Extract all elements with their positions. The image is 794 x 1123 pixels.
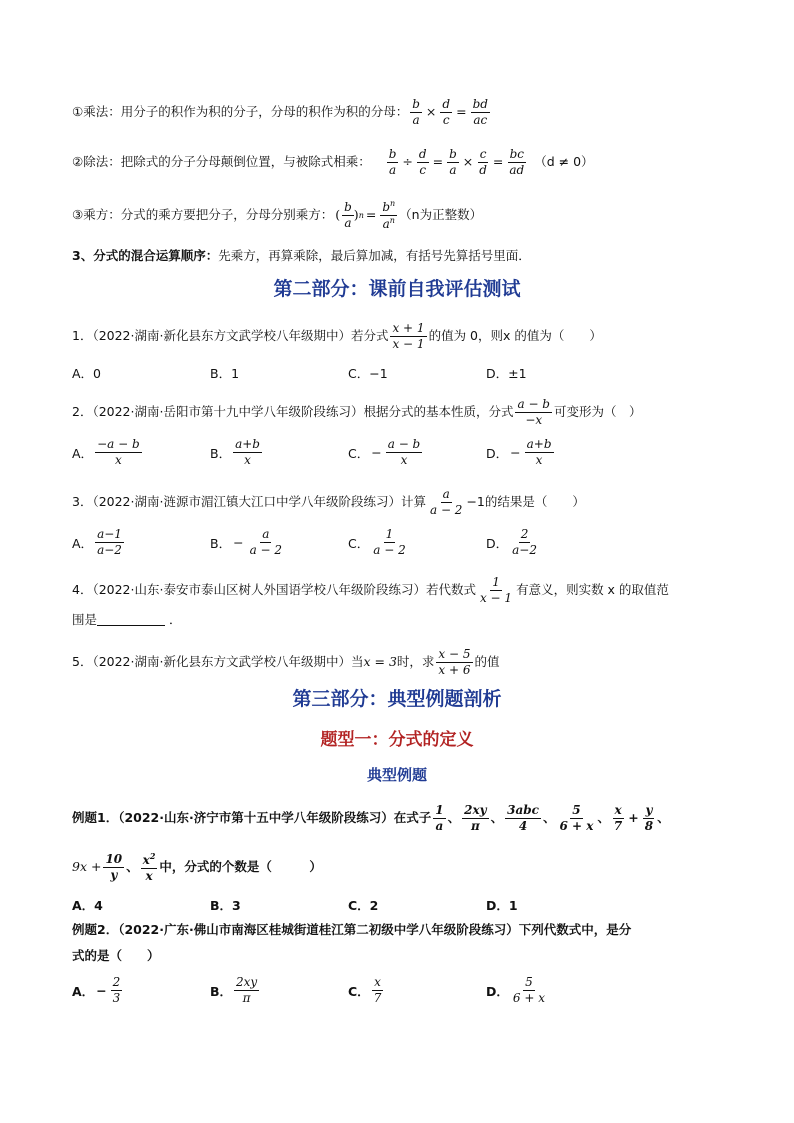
example-1-line2: 9x + $\frac{10}{y}$ 、 $\frac{x^2}{x}$ 中，分式的个数是（ ） bbox=[72, 851, 322, 884]
ex2-option-d bbox=[486, 976, 549, 1005]
fraction: $\frac{5}{6 + x}$ bbox=[559, 803, 594, 834]
fraction: $\frac{bd}{ac}$ bbox=[472, 97, 488, 128]
section3-title: 第三部分：典型例题剖析 bbox=[292, 688, 502, 710]
fraction: $\frac{1}{x - 1}$ bbox=[479, 575, 513, 606]
option-label: B． bbox=[210, 535, 232, 551]
q2-option-c: C． − $\frac{a - b}{x}$ bbox=[348, 437, 421, 468]
q2-suffix: 可变形为（ ） bbox=[554, 404, 642, 420]
rule-order bbox=[72, 250, 531, 263]
option-label: D． bbox=[486, 445, 509, 461]
q5-condition: x = 3 bbox=[363, 654, 397, 670]
option-label: A． bbox=[72, 535, 94, 551]
q3-option-c bbox=[348, 528, 410, 557]
option-label: B． bbox=[210, 445, 232, 461]
question-4-line2 bbox=[72, 614, 182, 627]
fraction: $\frac{d}{c}$ bbox=[418, 147, 427, 178]
q3-option-b: B． − $\frac{a}{a - 2}$ bbox=[210, 527, 283, 558]
q4-line2-text: 围是 bbox=[72, 612, 98, 627]
option-label: B． bbox=[210, 983, 233, 999]
rule-divide-text: ②除法：把除式的分子分母颠倒位置，与被除式相乘： bbox=[72, 154, 371, 170]
fraction: $\frac{10}{y}$ bbox=[105, 852, 123, 883]
examples-subtitle: 典型例题 bbox=[366, 766, 427, 784]
q2-option-b bbox=[210, 438, 264, 467]
q1-prefix: 1．（2022·湖南·新化县东方文武学校八年级期中）若分式 bbox=[72, 328, 389, 344]
q3-suffix: −1的结果是（ ） bbox=[466, 494, 585, 510]
fraction: $\frac{5}{6 + x}$ bbox=[512, 975, 545, 1006]
fraction: $\frac{-a - b}{x}$ bbox=[97, 437, 140, 468]
q1-option-c: C．−1 bbox=[348, 366, 388, 381]
q5-prefix: 5．（2022·湖南·新化县东方文武学校八年级期中）当 bbox=[72, 654, 364, 670]
q5-mid: 时，求 bbox=[396, 654, 435, 670]
fraction: $\frac{2}{a-2}$ bbox=[512, 527, 537, 558]
fraction: $\frac{x}{7}$ bbox=[613, 803, 623, 834]
rule-divide: ②除法：把除式的分子分母颠倒位置，与被除式相乘： $\frac{b}{a}$ ÷ $\frac{d}{c}$ = $\frac{b}{a}$ × $\frac{c}{d}$ = $\frac{bc}{ad}$ （d ≠ 0） bbox=[72, 147, 594, 178]
fraction: $\frac{y}{8}$ bbox=[644, 803, 654, 834]
fraction: $\frac{2}{3}$ bbox=[112, 975, 121, 1006]
fraction: $\frac{bc}{ad}$ bbox=[509, 147, 525, 178]
q5-suffix: 的值 bbox=[474, 654, 500, 670]
option-label: A． bbox=[72, 445, 94, 461]
ex2-option-b bbox=[210, 976, 261, 1005]
rule-order-label: 3、分式的混合运算顺序： bbox=[72, 248, 219, 263]
fraction: $\frac{b}{a}$ bbox=[344, 200, 352, 231]
fraction: $\frac{\text{3abc}}{4}$ bbox=[507, 803, 539, 834]
q2-prefix: 2．（2022·湖南·岳阳市第十九中学八年级阶段练习）根据分式的基本性质，分式 bbox=[72, 404, 514, 420]
fraction: $\frac{x + 1}{x - 1}$ bbox=[392, 321, 425, 352]
question-5 bbox=[72, 648, 500, 677]
q3-option-d bbox=[486, 528, 541, 557]
fraction: $\frac{a+b}{x}$ bbox=[235, 437, 260, 468]
fraction: $\frac{a}{a - 2}$ bbox=[249, 527, 283, 558]
rule-divide-condition: （d ≠ 0） bbox=[534, 154, 594, 170]
fraction: $\frac{a+b}{x}$ bbox=[526, 437, 552, 468]
q2-option-d: D． − $\frac{a+b}{x}$ bbox=[486, 437, 552, 468]
ex1-option-d: D．1 bbox=[486, 898, 518, 913]
fraction: $\frac{a - b}{-x}$ bbox=[517, 397, 550, 428]
ex1-option-a: A．4 bbox=[72, 898, 103, 913]
fraction: $\frac{a}{a - 2}$ bbox=[429, 487, 463, 518]
option-label: C． bbox=[348, 983, 370, 999]
q1-option-b: B．1 bbox=[210, 366, 240, 381]
question-4 bbox=[72, 576, 669, 605]
fraction: $\frac{b}{a}$ bbox=[449, 147, 457, 178]
fraction: $\frac{1}{a - 2}$ bbox=[373, 527, 406, 558]
question-2 bbox=[72, 398, 642, 427]
rule-power-text: ③乘方：分式的乘方要把分子，分母分别乘方： bbox=[72, 207, 334, 223]
question-1 bbox=[72, 322, 602, 351]
question-3 bbox=[72, 488, 585, 517]
q2-option-a bbox=[72, 438, 144, 467]
rule-multiply-text: ①乘法：用分子的积作为积的分子，分母的积作为积的分母： bbox=[72, 104, 409, 120]
answer-blank[interactable] bbox=[97, 615, 165, 626]
fraction: $\frac{b}{a}$ bbox=[388, 147, 397, 178]
q1-option-a: A．0 bbox=[72, 366, 102, 381]
q1-option-d: D．±1 bbox=[486, 366, 527, 381]
q4-prefix: 4．（2022·山东·泰安市泰山区树人外国语学校八年级阶段练习）若代数式 bbox=[72, 582, 476, 598]
fraction: $\frac{c}{d}$ bbox=[479, 147, 487, 178]
option-label: C． bbox=[348, 535, 370, 551]
fraction: $\frac{2xy}{\pi}$ bbox=[236, 975, 258, 1006]
fraction: $\frac{d}{c}$ bbox=[442, 97, 451, 128]
rule-multiply: ①乘法：用分子的积作为积的分子，分母的积作为积的分母： $\frac{b}{a}$ × $\frac{d}{c}$ = $\frac{bd}{ac}$ bbox=[72, 97, 488, 128]
example-1: 例题1．（2022·山东·济宁市第十五中学八年级阶段练习）在式子 $\frac{1}{a}$ 、 $\frac{2xy}{\pi}$ 、 $\frac{\text{3abc}}{4}$ 、 $\frac{5}{6 + x}$ 、 $\frac{x}{7}$ + $\frac{y}{8}$ 、 bbox=[72, 803, 670, 834]
example-2: 例题2．（2022·广东·佛山市南海区桂城街道桂江第二初级中学八年级阶段练习）下列代数式中，是分 bbox=[72, 922, 632, 937]
q3-prefix: 3．（2022·湖南·涟源市湄江镇大江口中学八年级阶段练习）计算 bbox=[72, 494, 426, 510]
type1-title: 题型一：分式的定义 bbox=[320, 730, 474, 750]
fraction: $\frac{x - 5}{x + 6}$ bbox=[438, 647, 471, 678]
rule-power-condition: （n为正整数） bbox=[399, 207, 483, 223]
option-label: A． bbox=[72, 983, 95, 999]
ex2-option-a: A． − $\frac{2}{3}$ bbox=[72, 975, 121, 1006]
q4-line2-end: ． bbox=[169, 612, 182, 627]
ex1-line2-end: 中，分式的个数是（ ） bbox=[159, 859, 322, 875]
section2-title: 第二部分：课前自我评估测试 bbox=[273, 278, 521, 300]
fraction: $\frac{a-1}{a-2}$ bbox=[97, 527, 122, 558]
option-label: D． bbox=[486, 983, 509, 999]
ex2-option-c bbox=[348, 976, 385, 1005]
option-label: D． bbox=[486, 535, 509, 551]
rule-order-text: 先乘方，再算乘除，最后算加减，有括号先算括号里面． bbox=[218, 248, 531, 263]
fraction: $\frac{b^n}{a^n}$ bbox=[382, 199, 396, 232]
fraction: $\frac{x^2}{x}$ bbox=[142, 851, 156, 884]
fraction: $\frac{2xy}{\pi}$ bbox=[464, 803, 487, 834]
ex1-prefix: 例题1．（2022·山东·济宁市第十五中学八年级阶段练习）在式子 bbox=[72, 810, 432, 826]
q1-suffix: 的值为 0，则x 的值为（ ） bbox=[428, 328, 602, 344]
ex1-option-b: B．3 bbox=[210, 898, 241, 913]
rule-power: ③乘方：分式的乘方要把分子，分母分别乘方： ( $\frac{b}{a}$ ) n = $\frac{b^n}{a^n}$ （n为正整数） bbox=[72, 199, 483, 232]
fraction: $\frac{1}{a}$ bbox=[435, 803, 444, 834]
ex1-option-c: C．2 bbox=[348, 898, 379, 913]
fraction: $\frac{b}{a}$ bbox=[412, 97, 420, 128]
example-2-line2: 式的是（ ） bbox=[72, 948, 160, 963]
fraction: $\frac{x}{7}$ bbox=[373, 975, 382, 1006]
option-label: C． bbox=[348, 445, 370, 461]
q4-suffix: 有意义，则实数 x 的取值范 bbox=[516, 582, 669, 598]
fraction: $\frac{a - b}{x}$ bbox=[387, 437, 421, 468]
q3-option-a bbox=[72, 528, 126, 557]
